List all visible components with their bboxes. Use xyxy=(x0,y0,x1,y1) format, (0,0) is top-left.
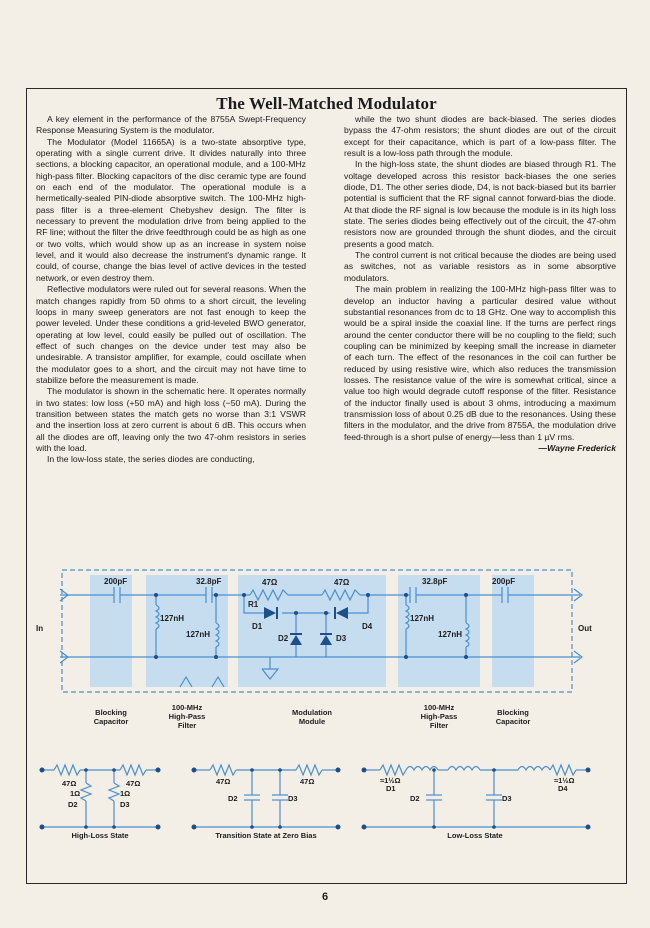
r1-label: R1 xyxy=(248,600,259,609)
ll-caption: Low-Loss State xyxy=(447,831,503,840)
column-right xyxy=(344,114,616,454)
out-label: Out xyxy=(578,624,592,633)
l3-label: 127nH xyxy=(410,614,435,623)
l2-label: 127nH xyxy=(186,630,211,639)
c1-label: 200pF xyxy=(104,577,128,586)
article-title: The Well-Matched Modulator xyxy=(216,94,437,113)
column-left xyxy=(36,114,306,466)
hl-d-left: D2 xyxy=(68,800,78,809)
paragraph: Reflective modulators were ruled out for several reasons. When the match changes rapidly from 50 ohms to a short circuit, the leveling loops in many sweep generators are not fast enough to keep the power leveled. Under these conditions a grid-leveled BWO generator, operating at low level, could easily be pulled out of oscillation. The effect of such changes on the device under test may also be undesirable. A transistor amplifier, for example, could oscillate when the modulator goes to a short, and the circuit may not have time to stabilize before the measurement is made. xyxy=(36,284,306,385)
block-blocking-cap-right xyxy=(492,575,534,687)
r-top-right-label: 47Ω xyxy=(334,578,350,587)
block-blocking-cap-left xyxy=(90,575,132,687)
transition-diagram xyxy=(192,765,341,840)
l4-label: 127nH xyxy=(438,630,463,639)
page-number: 6 xyxy=(321,891,329,903)
modulator-schematic xyxy=(30,565,620,850)
tr-d-left: D2 xyxy=(228,794,238,803)
hl-shunt-right: 1Ω xyxy=(120,789,131,798)
d4-label: D4 xyxy=(362,622,373,631)
tr-caption: Transition State at Zero Bias xyxy=(215,831,317,840)
paragraph: The main problem in realizing the 100-MHz high-pass filter was to develop an inductor having a particular desired value without substantial resonances from dc to 18 GHz. One way to accomplish this would be a spiral inside the coaxial line. If the turns are perfect rings around the center conductor there will be no coupling to the field; such coupling can be minimized by keeping small the increase in diameter of each turn. The effect of the resonances in the coil can further be reduced by using resistive wire, which also reduces the transmission losses. The resistance value of the wire is somewhat critical, since a value too high would degrade cutoff response of the filter. Resistance of the inductor finally used is about 3 ohms, introducing a maximum transmission loss of about 0.25 dB due to the resonances. Using these filters in the modulator, and the drive from 8755A, the modulation drive feed-through is a short pulse of energy—less than 1 µV rms. xyxy=(344,284,616,442)
r-top-left-label: 47Ω xyxy=(262,578,278,587)
block3-caption: Modulation Module xyxy=(292,708,332,726)
hl-d-right: D3 xyxy=(120,800,130,809)
paragraph: In the low-loss state, the series diodes are conducting, xyxy=(47,454,255,465)
ll-d4: D4 xyxy=(558,784,568,793)
d1-label: D1 xyxy=(252,622,263,631)
block4-caption: 100-MHz High-Pass Filter xyxy=(420,703,458,730)
block5-caption: Blocking Capacitor xyxy=(495,708,531,726)
paragraph: The modulator is shown in the schematic here. It operates normally in two states: low loss (+50 mA) and high loss (−50 mA). During the transition between states the match gets no worse than 3:1 VSWR and the insertion loss at zero current is about 6 dB. This occurs when all the diodes are off, leaving only the two 47-ohm resistors in series with the load. xyxy=(36,386,306,453)
tr-r-left: 47Ω xyxy=(216,777,231,786)
ll-r-right: ≈1½Ω xyxy=(554,776,575,785)
paragraph: The control current is not critical because the diodes are being used as switches, not as variable resistors as in some absorptive modulators. xyxy=(344,250,616,283)
ll-d2: D2 xyxy=(410,794,420,803)
low-loss-diagram xyxy=(362,765,591,840)
hl-caption: High-Loss State xyxy=(71,831,129,840)
hl-shunt-left: 1Ω xyxy=(70,789,81,798)
tr-r-right: 47Ω xyxy=(300,777,315,786)
paragraph: A key element in the performance of the 8755A Swept-Frequency Response Measuring System is the modulator. xyxy=(36,114,306,136)
tr-d-right: D3 xyxy=(288,794,298,803)
ll-d3: D3 xyxy=(502,794,512,803)
in-label: In xyxy=(36,624,44,633)
l1-label: 127nH xyxy=(160,614,185,623)
c2-label: 32.8pF xyxy=(196,577,222,586)
block-modulation xyxy=(238,575,386,687)
block2-caption: 100-MHz High-Pass Filter xyxy=(168,703,206,730)
paragraph: The Modulator (Model 11665A) is a two-state absorptive type, operating with a single current drive. It divides naturally into three sections, a blocking capacitor, an operational module, and a 100-MHz high-pass filter. Blocking capacitors of the disc ceramic type are found on each end of the modulator. The operational module is a hermetically-sealed PIN-diode absorptive switch. The 100-MHz high-pass filter is a three-element Chebyshev design. The filter is necessary to prevent the modulation drive from being applied to the RF line; without the filter the drive feedthrough could be as high as one or two volts, which would show up as an increase in system noise level, and it would also decrease the instrument's dynamic range. It could, of course, change the bias level of active devices in the tested network, or even destroy them. xyxy=(36,136,306,283)
c3-label: 32.8pF xyxy=(422,577,448,586)
ll-d1: D1 xyxy=(386,784,396,793)
d3-label: D3 xyxy=(336,634,347,643)
paragraph: while the two shunt diodes are back-biased. The series diodes bypass the 47-ohm resistors; the shunt diodes are out of the circuit except for their capacitance, which is part of a low-pass filter. The result is a low-loss path through the module. xyxy=(344,114,616,159)
block1-caption: Blocking Capacitor xyxy=(93,708,129,726)
hl-r-right: 47Ω xyxy=(126,779,141,788)
d2-label: D2 xyxy=(278,634,289,643)
hl-r-left: 47Ω xyxy=(62,779,77,788)
ll-r-left: ≈1½Ω xyxy=(380,776,401,785)
paragraph: In the high-loss state, the shunt diodes are biased through R1. The voltage developed across this resistor back-biases the one series diode, D1. The other series diode, D4, is not back-biased but its barrier potential is sufficient that the RF signal cannot forward-bias the diode. At that diode the RF signal is low because the module is in its high loss state. The series diodes being effectively out of the circuit, the 47-ohm resistors now are grounded through the shunt diodes, and the circuit presents a good match. xyxy=(344,159,616,249)
c4-label: 200pF xyxy=(492,577,516,586)
high-loss-diagram xyxy=(40,765,161,840)
author-signature: —Wayne Frederick xyxy=(538,442,616,453)
